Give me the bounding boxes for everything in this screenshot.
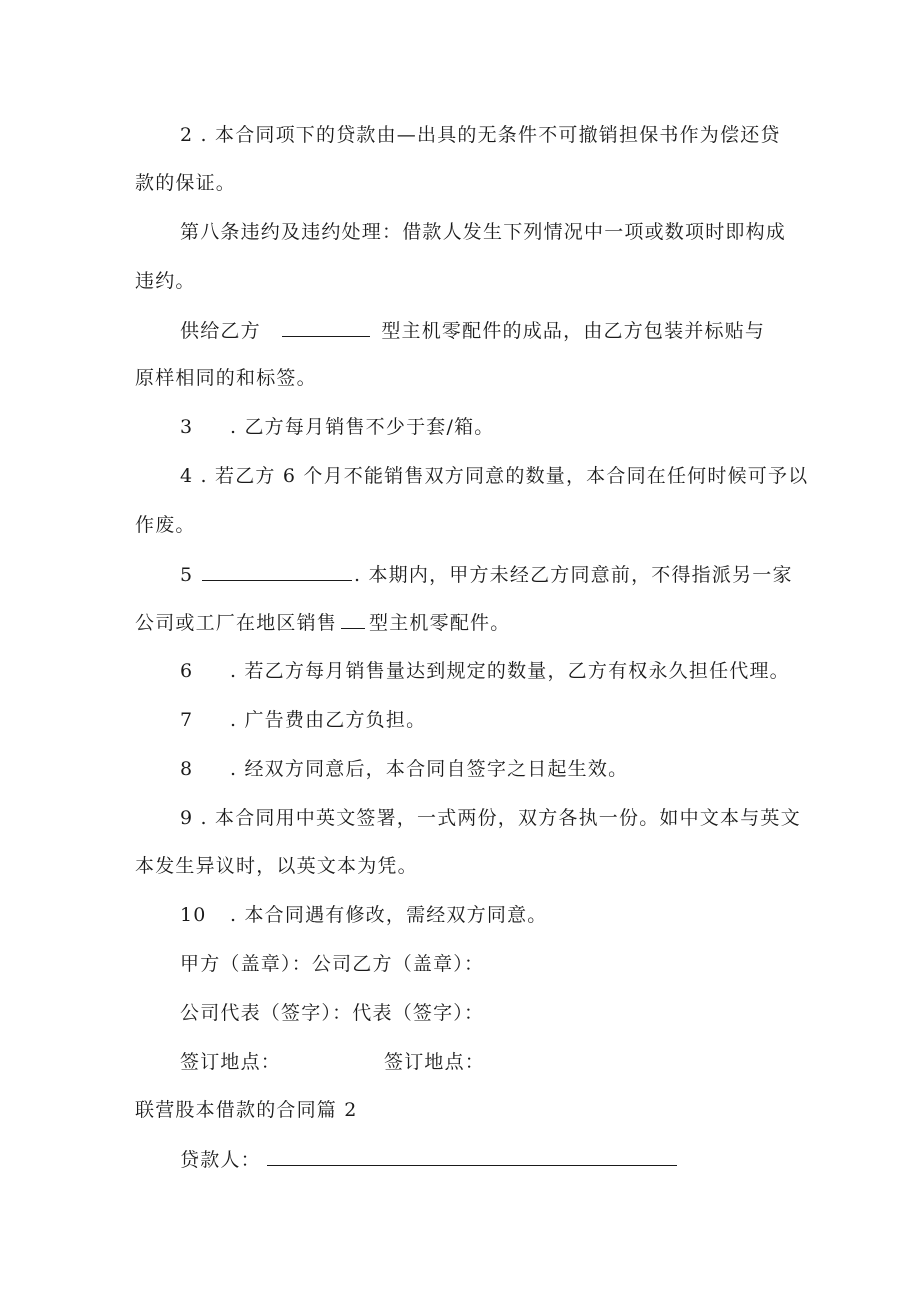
period-blank (202, 562, 352, 581)
article-eight-line1: 第八条违约及违约处理：借款人发生下列情况中一项或数项时即构成 (180, 221, 787, 243)
clause-7-text: . 广告费由乙方负担。 (230, 709, 427, 731)
signing-place-a: 签订地点： (180, 1051, 282, 1073)
clause-8-number: 8 (180, 758, 194, 780)
clause-5-line2-suffix: 型主机零配件。 (369, 612, 511, 634)
clause-5-line2-prefix: 公司或工厂在地区销售 (135, 612, 338, 634)
party-seal-line: 甲方（盖章）：公司乙方（盖章）： (180, 953, 485, 975)
clause-4-line1: 4 . 若乙方 6 个月不能销售双方同意的数量，本合同在任何时候可予以 (180, 465, 809, 487)
clause-3-text: . 乙方每月销售不少于套/箱。 (230, 416, 495, 438)
clause-10 (180, 903, 547, 927)
supply-clause-suffix: 型主机零配件的成品，由乙方包装并标贴与 (381, 320, 766, 342)
signing-place-b: 签订地点： (384, 1051, 486, 1073)
clause-3-number: 3 (180, 416, 194, 438)
lender-blank (267, 1147, 677, 1166)
clause-4-line2: 作废。 (135, 514, 196, 536)
clause-3 (180, 415, 494, 439)
clause-5-line1 (180, 562, 793, 587)
clause-5-line2 (135, 610, 510, 635)
para-guarantee-line2: 款的保证。 (135, 172, 237, 194)
clause-9-line2: 本发生异议时，以英文本为凭。 (135, 855, 418, 877)
clause-7 (180, 708, 426, 732)
clause-5-suffix: . 本期内，甲方未经乙方同意前，不得指派另一家 (354, 564, 793, 586)
clause-7-number: 7 (180, 709, 194, 731)
section-heading: 联营股本借款的合同篇 2 (135, 1099, 358, 1121)
supply-clause-prefix: 供给乙方 (180, 320, 261, 342)
clause-6-number: 6 (180, 660, 194, 682)
representative-line: 公司代表（签字）：代表（签字）： (180, 1002, 485, 1024)
model-blank (282, 318, 370, 337)
clause-8 (180, 757, 628, 781)
area-model-blank (341, 610, 365, 629)
clause-10-text: . 本合同遇有修改，需经双方同意。 (230, 904, 548, 926)
supply-clause-line2: 原样相同的和标签。 (135, 367, 317, 389)
supply-clause-line1 (180, 318, 765, 343)
para-guarantee-line1: 2 . 本合同项下的贷款由—出具的无条件不可撤销担保书作为偿还贷 (180, 124, 781, 146)
clause-9-line1: 9 . 本合同用中英文签署，一式两份，双方各执一份。如中文本与英文 (180, 807, 801, 829)
clause-6-text: . 若乙方每月销售量达到规定的数量，乙方有权永久担任代理。 (230, 660, 790, 682)
article-eight-line2: 违约。 (135, 270, 196, 292)
clause-10-number: 10 (180, 904, 207, 926)
lender-label: 贷款人： (180, 1149, 261, 1171)
lender-line (180, 1147, 677, 1172)
clause-6 (180, 659, 790, 683)
clause-5-number: 5 (180, 564, 194, 586)
clause-8-text: . 经双方同意后，本合同自签字之日起生效。 (230, 758, 629, 780)
